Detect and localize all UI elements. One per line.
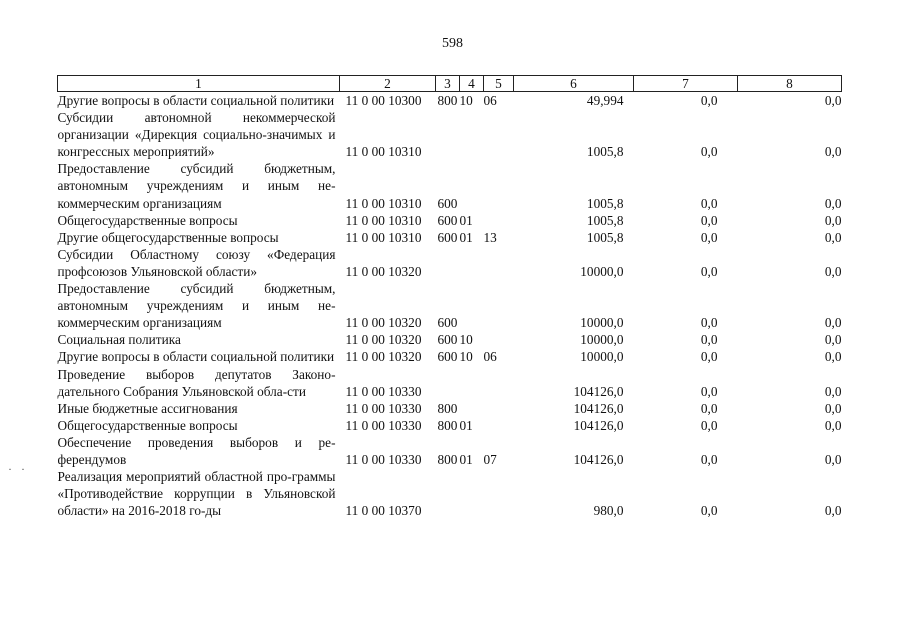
row-code: 11 0 00 10310	[345, 195, 422, 211]
table-row	[58, 434, 842, 468]
table-row	[58, 417, 842, 434]
row-name: Иные бюджетные ассигнования	[57, 400, 238, 416]
row-pr	[484, 246, 514, 280]
row-rz: 10	[459, 93, 473, 108]
row-value-6: 1005,8	[586, 195, 624, 211]
row-value-8: 0,0	[824, 93, 842, 108]
table-row	[58, 160, 842, 211]
row-vr: 800	[437, 417, 458, 433]
row-name: Предоставление субсидий бюджетным, автономным учреждениям и иным не-коммерческим организациям	[57, 281, 336, 331]
row-rz	[460, 468, 484, 519]
row-code: 11 0 00 10370	[345, 503, 422, 519]
row-vr: 600	[437, 212, 458, 228]
row-code: 11 0 00 10330	[345, 451, 422, 467]
row-value-8: 0,0	[824, 451, 842, 467]
row-value-6: 10000,0	[580, 332, 624, 348]
row-vr: 600	[437, 332, 458, 348]
row-code: 11 0 00 10330	[345, 417, 422, 433]
row-pr	[484, 417, 514, 434]
row-name: Общегосударственные вопросы	[57, 417, 238, 433]
column-header: 8	[738, 76, 842, 92]
table-row	[58, 212, 842, 229]
row-code: 11 0 00 10310	[345, 144, 422, 160]
row-code: 11 0 00 10330	[345, 400, 422, 416]
column-header: 6	[514, 76, 634, 92]
row-rz: 10	[459, 349, 473, 365]
row-pr: 13	[483, 229, 497, 245]
table-row	[58, 280, 842, 331]
row-name: Общегосударственные вопросы	[57, 212, 238, 228]
row-name: Предоставление субсидий бюджетным, автономным учреждениям и иным не-коммерческим организациям	[57, 161, 336, 211]
row-value-7: 0,0	[700, 332, 718, 348]
row-value-8: 0,0	[824, 212, 842, 228]
row-rz: 01	[459, 451, 473, 467]
row-code: 11 0 00 10320	[345, 332, 422, 348]
row-vr: 600	[437, 229, 458, 245]
row-value-6: 49,994	[586, 93, 624, 108]
table-row	[58, 366, 842, 400]
row-value-7: 0,0	[700, 144, 718, 160]
row-value-7: 0,0	[700, 400, 718, 416]
row-rz	[460, 280, 484, 331]
row-value-8: 0,0	[824, 229, 842, 245]
row-name: Субсидии Областному союзу «Федерация профсоюзов Ульяновской области»	[57, 246, 336, 279]
row-value-8: 0,0	[824, 503, 842, 519]
row-pr	[484, 160, 514, 211]
table-row	[58, 92, 842, 110]
row-rz	[460, 400, 484, 417]
row-name: Другие вопросы в области социальной политики	[57, 93, 335, 108]
column-header: 5	[484, 76, 514, 92]
row-value-7: 0,0	[700, 451, 718, 467]
row-value-8: 0,0	[824, 383, 842, 399]
row-pr	[484, 331, 514, 348]
row-value-6: 10000,0	[580, 315, 624, 331]
row-value-8: 0,0	[824, 144, 842, 160]
row-value-8: 0,0	[824, 315, 842, 331]
row-name: Обеспечение проведения выборов и ре-ферендумов	[57, 434, 336, 467]
column-header: 1	[58, 76, 340, 92]
row-code: 11 0 00 10320	[345, 349, 422, 365]
row-value-8: 0,0	[824, 263, 842, 279]
row-code: 11 0 00 10320	[345, 315, 422, 331]
row-value-8: 0,0	[824, 195, 842, 211]
row-name: Социальная политика	[57, 332, 181, 348]
row-rz	[460, 366, 484, 400]
table-row	[58, 468, 842, 519]
row-name: Другие общегосударственные вопросы	[57, 229, 279, 245]
row-rz: 01	[459, 212, 473, 228]
row-value-7: 0,0	[700, 195, 718, 211]
row-code: 11 0 00 10320	[345, 263, 422, 279]
table-row	[58, 229, 842, 246]
row-pr: 06	[483, 93, 497, 108]
row-pr	[484, 212, 514, 229]
header-row	[58, 76, 842, 92]
table-row	[58, 109, 842, 160]
table-row	[58, 348, 842, 365]
row-value-6: 104126,0	[573, 451, 624, 467]
row-name: Другие вопросы в области социальной политики	[57, 349, 335, 365]
row-pr	[484, 366, 514, 400]
row-code: 11 0 00 10330	[345, 383, 422, 399]
row-value-7: 0,0	[700, 212, 718, 228]
row-value-6: 1005,8	[586, 212, 624, 228]
row-value-7: 0,0	[700, 263, 718, 279]
column-header: 7	[634, 76, 738, 92]
row-name: Проведение выборов депутатов Законо-дательного Собрания Ульяновской обла-сти	[57, 366, 336, 399]
row-value-6: 104126,0	[573, 400, 624, 416]
row-value-6: 10000,0	[580, 263, 624, 279]
row-value-8: 0,0	[824, 349, 842, 365]
row-vr: 800	[437, 93, 458, 108]
row-vr	[436, 468, 460, 519]
row-pr	[484, 468, 514, 519]
column-header: 3	[436, 76, 460, 92]
row-name: Субсидии автономной некоммерческой организации «Дирекция социально-значимых и конгрессных мероприятий»	[57, 110, 336, 160]
table-row	[58, 400, 842, 417]
row-vr: 600	[437, 349, 458, 365]
table-row	[58, 331, 842, 348]
row-pr: 06	[483, 349, 497, 365]
row-value-8: 0,0	[824, 417, 842, 433]
row-value-6: 104126,0	[573, 383, 624, 399]
row-value-7: 0,0	[700, 315, 718, 331]
row-value-7: 0,0	[700, 417, 718, 433]
row-code: 11 0 00 10310	[345, 229, 422, 245]
row-pr	[484, 109, 514, 160]
row-rz: 10	[459, 332, 473, 348]
row-rz	[460, 246, 484, 280]
row-code: 11 0 00 10300	[345, 93, 422, 108]
row-vr	[436, 246, 460, 280]
row-value-7: 0,0	[700, 229, 718, 245]
row-value-6: 104126,0	[573, 417, 624, 433]
row-value-7: 0,0	[700, 349, 718, 365]
row-name: Реализация мероприятий областной про-граммы «Противодействие коррупции в Ульяновской области» на 2016-2018 го-ды	[57, 469, 336, 519]
row-value-7: 0,0	[700, 503, 718, 519]
row-rz: 01	[459, 229, 473, 245]
row-rz	[460, 160, 484, 211]
row-value-8: 0,0	[824, 332, 842, 348]
row-code: 11 0 00 10310	[345, 212, 422, 228]
row-value-7: 0,0	[700, 93, 718, 108]
row-value-6: 10000,0	[580, 349, 624, 365]
row-rz	[460, 109, 484, 160]
row-vr	[436, 109, 460, 160]
row-vr: 800	[437, 451, 458, 467]
row-value-8: 0,0	[824, 400, 842, 416]
margin-dots: · ·	[8, 462, 28, 476]
row-pr	[484, 280, 514, 331]
row-value-6: 1005,8	[586, 229, 624, 245]
row-rz: 01	[459, 417, 473, 433]
budget-table	[57, 75, 842, 519]
row-vr: 600	[437, 315, 458, 331]
row-pr: 07	[483, 451, 497, 467]
row-pr	[484, 400, 514, 417]
row-vr: 600	[437, 195, 458, 211]
table-row	[58, 246, 842, 280]
column-header: 4	[460, 76, 484, 92]
row-value-7: 0,0	[700, 383, 718, 399]
row-vr	[436, 366, 460, 400]
row-value-6: 1005,8	[586, 144, 624, 160]
row-value-6: 980,0	[593, 503, 624, 519]
column-header: 2	[340, 76, 436, 92]
row-vr: 800	[437, 400, 458, 416]
page-number: 598	[442, 36, 463, 51]
